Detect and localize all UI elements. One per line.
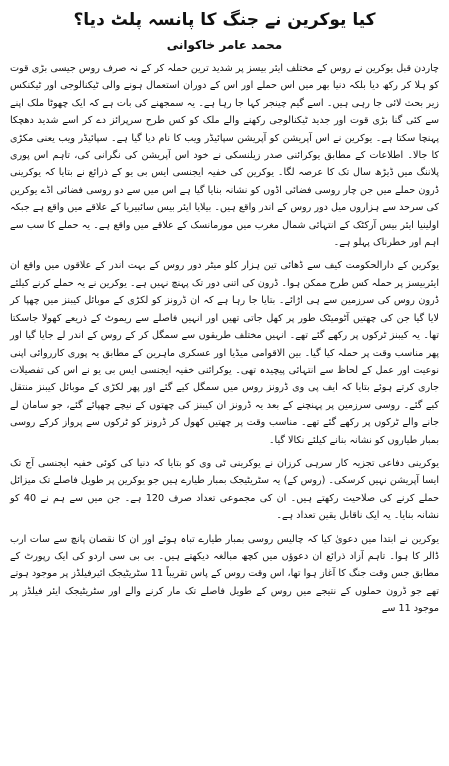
article-paragraph: یوکرینی دفاعی تجزیہ کار سرہی کرزان نے یوکرینی ٹی وی کو بتایا کہ دنیا کی کوئی خفیہ ایجنسی آج تک ایسا آپریشن نہیں کرسکی۔ (روس کے) یہ سٹریٹیجک بمبار طیارے ہیں جو یوکرین پر طویل فاصلے تک میزائل حملے کرنے کی صلاحیت رکھتے ہیں۔ ان کی مجموعی تعداد صرف 120 ہے۔ جن میں سے ہم نے 40 کو نشانہ بنایا۔ یہ ایک ناقابل یقین تعداد ہے۔ <box>10 457 439 522</box>
article-paragraph: یوکرین نے ابتدا میں دعویٰ کیا کہ چالیس روسی بمبار طیارے تباہ ہوئے اور ان کا نقصان پانچ سے سات ارب ڈالر کا ہوا۔ تاہم آزاد ذرائع ان دعوؤں میں کچھ مبالغہ دیکھتے ہیں۔ بی بی سی اردو کی ایک رپورٹ کے مطابق جس وقت جنگ کا آغاز ہوا تھا، اس وقت روس کے پاس تقریباً 11 سٹریٹیجک ائیرفیلڈز پر موجود ہوتے تھے جو ڈرون حملوں کے نتیجے میں روس کے طویل فاصلے تک مار کرنے والے اور سٹریٹیجک ایئر فیلڈز پر موجود 11 سے <box>10 533 440 615</box>
article-paragraph: یوکرین کے دارالحکومت کیف سے ڈھائی تین ہزار کلو میٹر دور روس کے بہت اندر کے علاقوں میں واقع ان ایئربیسز پر حملہ کس طرح ممکن ہوا۔ ڈرون کی اتنی دور تک پہنچ نہیں ہے۔ یوکرین نے یہ حملے کرنے کیلئے ڈرون روس کی سرزمین سے ہی اڑائے۔ بتایا جا رہا ہے کہ ان ڈرونز کو لکڑی کے موبائل کیبنز میں چھپا کر لایا گیا جن کی چھتیں آٹومیٹک طور پر کھل جاتی تھیں اور انہیں فاصلے سے ریموٹ کے ذریعے کھولا جاسکتا تھا۔ یہ کیبنز ٹرکوں پر رکھے گئے تھے۔ انہیں مختلف طریقوں سے سمگل کر کے روس کے اندر لے جایا گیا اور پھر مناسب وقت پر حملہ کیا گیا۔ بین الاقوامی میڈیا اور عسکری ماہرین کے مطابق یہ پوری کارروائی اپنی نوعیت اور عمل کے لحاظ سے انتہائی پیچیدہ تھی۔ یوکرائنی خفیہ ایجنسی ایس بی یو نے اس کی تفصیلات جاری کرتے ہوئے بتایا کہ ایف پی وی ڈرونز روس میں سمگل کیے گئے اور پھر لکڑی کے موبائل کیبنز منتقل کیے گئے۔ روسی سرزمین پر پہنچنے کے بعد یہ ڈرونز ان کیبنز کی چھتوں کے نیچے چھپائے گئے، جو سامان لے جانے والے ٹرکوں پر رکھے گئے تھے۔ مناسب وقت پر چھتیں کھول کر ڈرونز کو ٹرکوں سے پرواز کرکے روسی بمبار طیاروں کو نشانہ بنانے کیلئے نکالا گیا۔ <box>10 260 439 446</box>
article-author: محمد عامر خاکوانی <box>166 38 283 52</box>
article-title: کیا یوکرین نے جنگ کا پانسہ پلٹ دیا؟ <box>73 10 376 30</box>
article-paragraph: چاردن قبل یوکرین نے روس کے مختلف ایئر بیسز پر شدید ترین حملہ کر کے نہ صرف روس جیسی بڑی قوت کو ہلا کر رکھ دیا بلکہ دنیا بھر میں اس حملے اور اس کے دوران استعمال ہونے والی ٹیکنالوجی اور ٹیکنکس زیر بحث لائی جا رہی ہیں۔ اسے گیم چینجر کہا جا رہا ہے۔ یہ سمجھنے کی بات ہے کہ ایک چھوٹا ملک اپنے سے کئی گنا بڑی قوت اور جدید ٹیکنالوجی رکھنے والے ملک کو کس طرح سرپرائز دے کر اسے شدید دھچکا پہنچا سکتا ہے۔ یوکرین نے اس آپریشن کو آپریشن سپائیڈر ویب کا نام دیا گیا ہے۔ سپائیڈر ویب یعنی مکڑی کا جالا۔ اطلاعات کے مطابق یوکرائنی صدر زیلنسکی نے خود اس آپریشن کی نگرانی کی، تاہم اس پوری پلاننگ میں ڈیڑھ سال تک کا عرصہ لگا۔ یوکرین کی خفیہ ایجنسی ایس بی یو کے ذرائع نے بتایا کہ یوکرینی ڈرون حملے میں جن چار روسی فضائی اڈوں کو نشانہ بنایا گیا ہے اس میں سے دو روسی فضائی اڈے یوکرین کی سرحد سے ہزاروں میل دور روس کے اندر واقع ہیں۔ بیلایا ایئر بیس سائبیریا کے علاقے میں واقع ہے جبکہ اولینیا ایئر بیس آرکٹک کے انتہائی شمال مغرب میں مورمانسک کے علاقے میں واقع ہے۔ یہ حملے کا سب سے اہم اور خطرناک پہلو ہے۔ <box>10 63 439 249</box>
article-body <box>10 60 439 618</box>
